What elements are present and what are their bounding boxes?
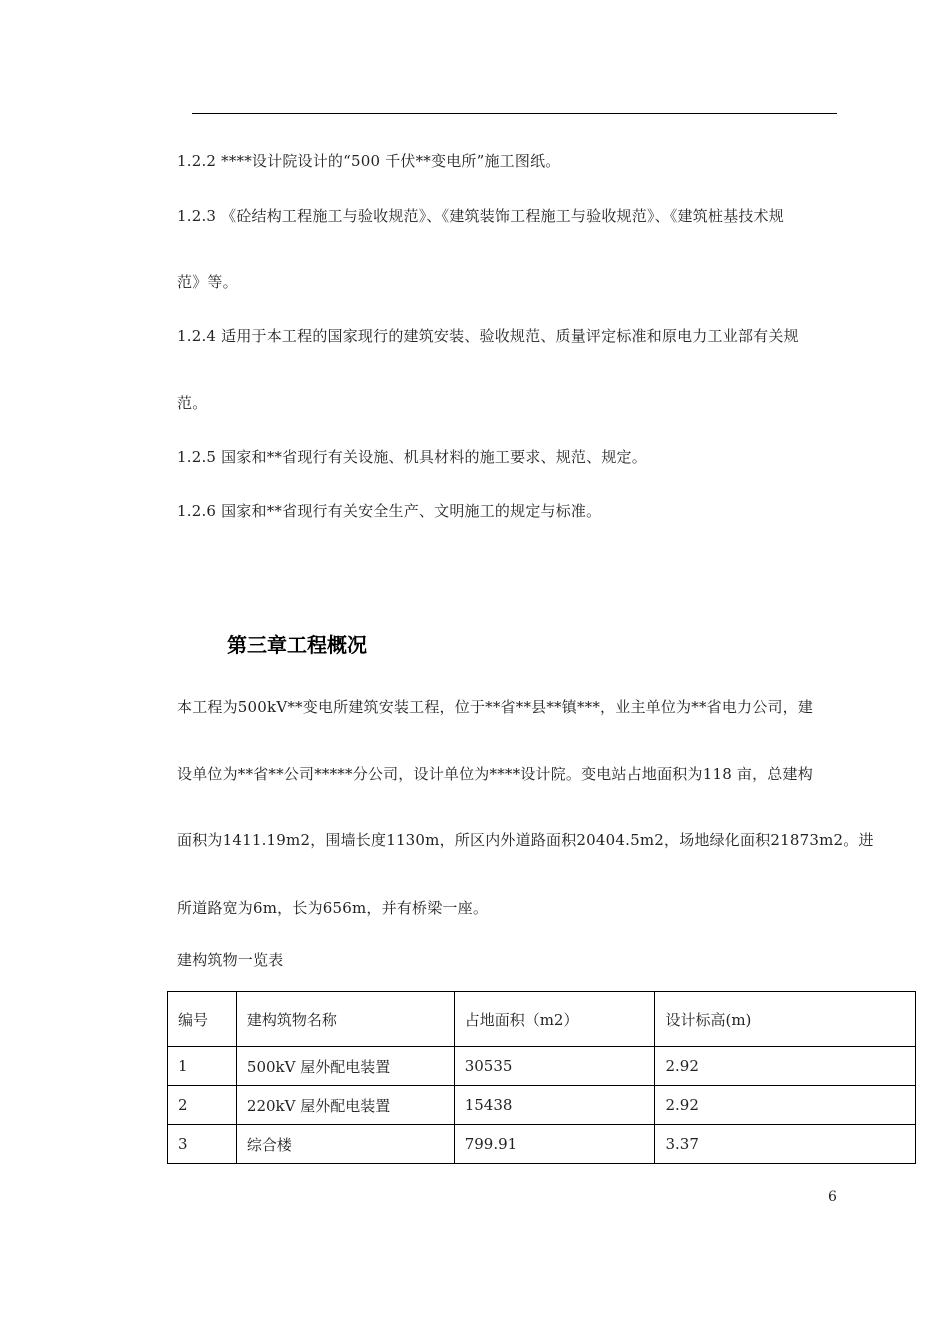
cell-elevation: 3.37 xyxy=(655,1125,916,1164)
table-row xyxy=(168,1047,916,1086)
header-cell-id: 编号 xyxy=(168,992,237,1047)
reference-1-2-6: 1.2.6 国家和**省现行有关安全生产、文明施工的规定与标准。 xyxy=(177,502,602,520)
cell-area: 799.91 xyxy=(454,1125,655,1164)
buildings-table xyxy=(167,991,916,1164)
reference-1-2-2: 1.2.2 ****设计院设计的“500 千伏**变电所”施工图纸。 xyxy=(177,152,561,170)
reference-1-2-3-cont: 范》等。 xyxy=(177,273,238,291)
reference-1-2-4: 1.2.4 适用于本工程的国家现行的建筑安装、验收规范、质量评定标准和原电力工业部有关规 xyxy=(177,327,799,345)
reference-1-2-5: 1.2.5 国家和**省现行有关设施、机具材料的施工要求、规范、规定。 xyxy=(177,448,647,466)
reference-1-2-3: 1.2.3 《砼结构工程施工与验收规范》、《建筑装饰工程施工与验收规范》、《建筑桩基技术规 xyxy=(177,207,784,225)
page-number: 6 xyxy=(828,1189,837,1205)
cell-area: 15438 xyxy=(454,1086,655,1125)
cell-id: 1 xyxy=(168,1047,237,1086)
cell-area: 30535 xyxy=(454,1047,655,1086)
overview-line-4: 所道路宽为6m，长为656m，并有桥梁一座。 xyxy=(177,899,489,917)
reference-1-2-4-cont: 范。 xyxy=(177,394,208,412)
table-row xyxy=(168,1086,916,1125)
header-cell-name: 建构筑物名称 xyxy=(236,992,454,1047)
overview-line-3: 面积为1411.19m2，围墙长度1130m，所区内外道路面积20404.5m2，场地绿化面积21873m2。进 xyxy=(177,831,874,849)
header-rule xyxy=(192,113,837,114)
table-row xyxy=(168,1125,916,1164)
overview-line-2: 设单位为**省**公司*****分公司，设计单位为****设计院。变电站占地面积为118 亩，总建构 xyxy=(177,765,813,783)
chapter-title: 第三章工程概况 xyxy=(227,633,367,657)
cell-name: 500kV 屋外配电装置 xyxy=(236,1047,454,1086)
cell-name: 综合楼 xyxy=(236,1125,454,1164)
cell-elevation: 2.92 xyxy=(655,1047,916,1086)
overview-line-1: 本工程为500kV**变电所建筑安装工程，位于**省**县**镇***，业主单位为**省电力公司，建 xyxy=(177,698,814,716)
header-cell-elevation: 设计标高(m) xyxy=(655,992,916,1047)
cell-elevation: 2.92 xyxy=(655,1086,916,1125)
cell-name: 220kV 屋外配电装置 xyxy=(236,1086,454,1125)
table-caption: 建构筑物一览表 xyxy=(177,951,284,969)
table-header-row xyxy=(168,992,916,1047)
cell-id: 3 xyxy=(168,1125,237,1164)
cell-id: 2 xyxy=(168,1086,237,1125)
header-cell-area: 占地面积（m2） xyxy=(454,992,655,1047)
